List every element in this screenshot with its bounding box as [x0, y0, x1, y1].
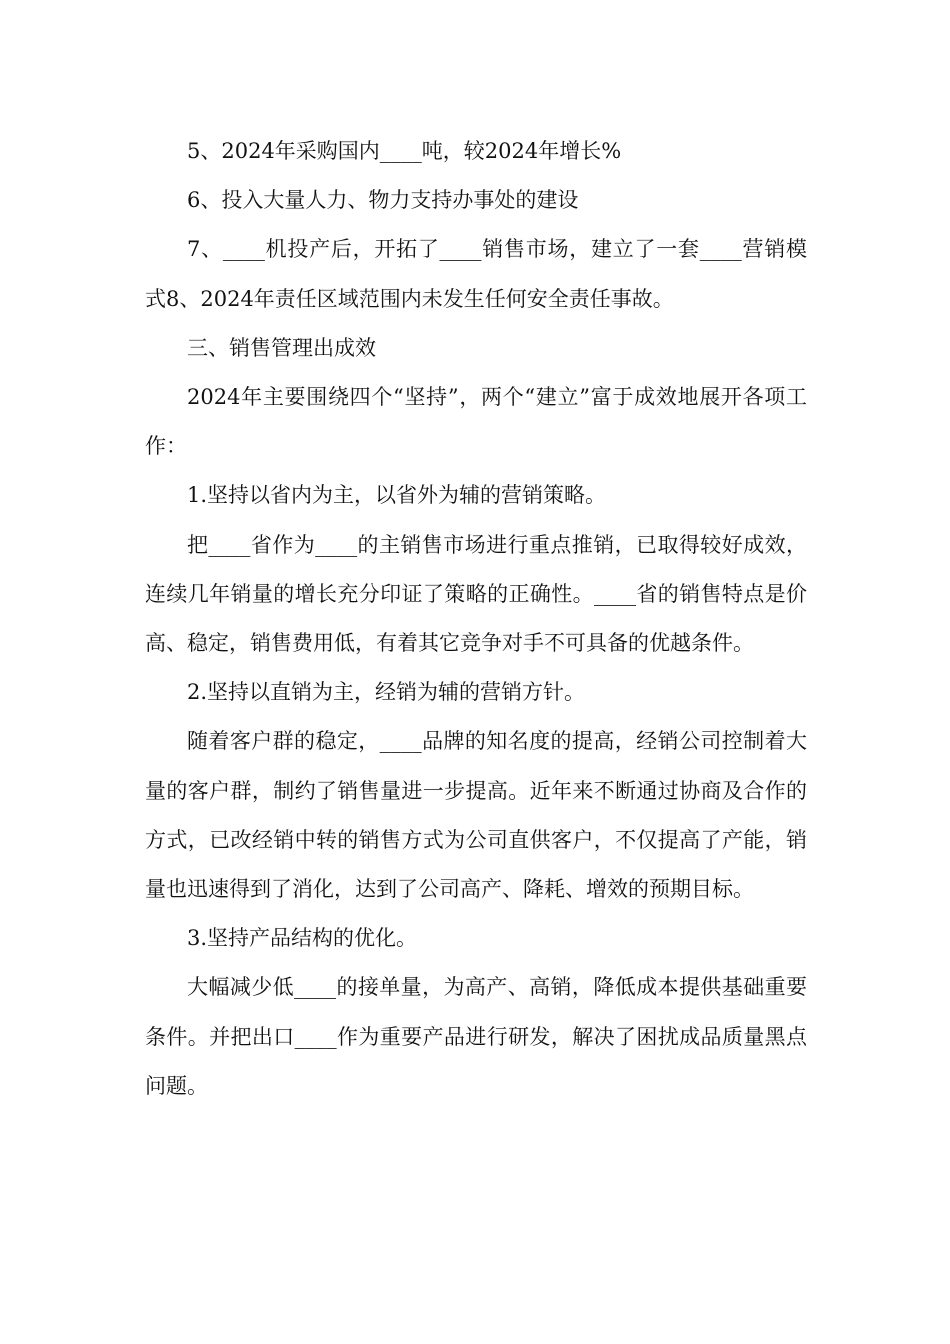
document-body	[145, 127, 807, 1111]
subheading-3-product-structure: 3.坚持产品结构的优化。	[187, 926, 418, 951]
section-intro-paragraph: 2024年主要围绕四个“坚持”，两个“建立”富于成效地展开各项工作：	[145, 385, 807, 459]
section-heading-sales-management: 三、销售管理出成效	[187, 335, 376, 360]
subheading-2-direct-sales: 2.坚持以直销为主，经销为辅的营销方针。	[187, 680, 586, 705]
list-item-7-8-market-and-safety: 7、____机投产后，开拓了____销售市场，建立了一套____营销模式8、2024年责任区域范围内未发生任何安全责任事故。	[145, 237, 807, 311]
paragraph-3-product-structure-body: 大幅减少低____的接单量，为高产、高销，降低成本提供基础重要条件。并把出口____作为重要产品进行研发，解决了困扰成品质量黑点问题。	[145, 975, 807, 1098]
list-item-6-office-construction: 6、投入大量人力、物力支持办事处的建设	[187, 188, 579, 213]
paragraph-1-strategy-body: 把____省作为____的主销售市场进行重点推销，已取得较好成效，连续几年销量的增长充分印证了策略的正确性。____省的销售特点是价高、稳定，销售费用低，有着其它竞争对手不可具备的优越条件。	[145, 532, 807, 656]
list-item-5-procurement: 5、2024年采购国内____吨，较2024年增长%	[187, 139, 622, 163]
paragraph-2-direct-sales-body: 随着客户群的稳定，____品牌的知名度的提高，经销公司控制着大量的客户群，制约了销售量进一步提高。近年来不断通过协商及合作的方式，已改经销中转的销售方式为公司直供客户，不仅提高了产能，销量也迅速得到了消化，达到了公司高产、降耗、增效的预期目标。	[145, 729, 807, 902]
subheading-1-strategy: 1.坚持以省内为主，以省外为辅的营销策略。	[187, 483, 607, 508]
